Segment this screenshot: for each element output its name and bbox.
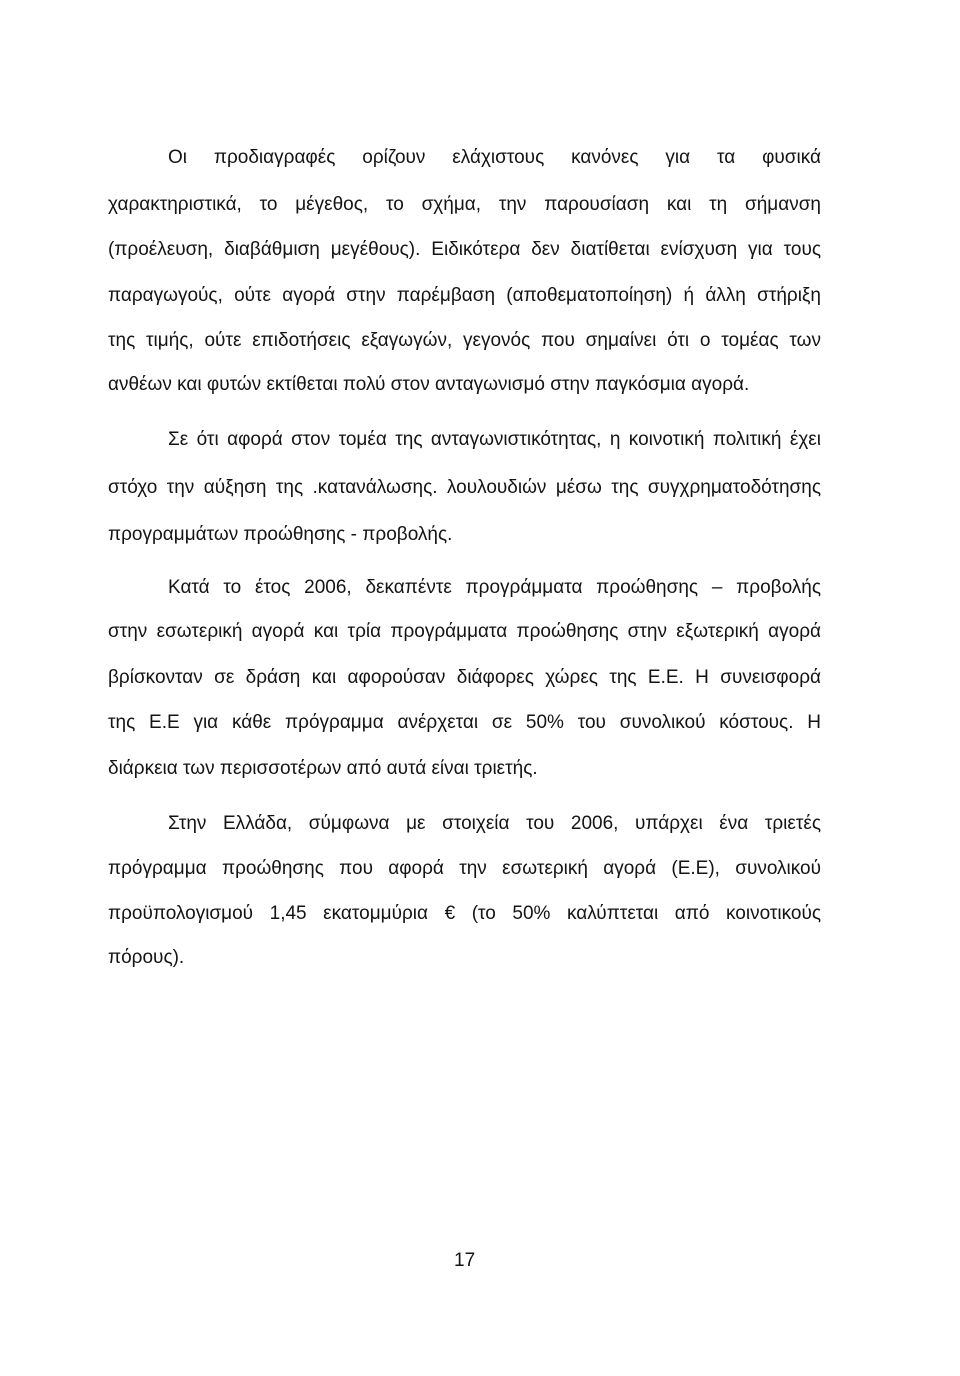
text-line: πόρους). (108, 947, 185, 968)
text-line: χαρακτηριστικά, το μέγεθος, το σχήμα, την παρουσίαση και τη σήμανση (108, 194, 821, 215)
text-line: Οι προδιαγραφές ορίζουν ελάχιστους κανόνες για τα φυσικά (168, 147, 821, 168)
text-line: προϋπολογισμού 1,45 εκατομμύρια € (το 50% καλύπτεται από κοινοτικούς (108, 903, 821, 924)
text-line: (προέλευση, διαβάθμιση μεγέθους). Ειδικότερα δεν διατίθεται ενίσχυση για τους (108, 239, 821, 260)
text-line: Στην Ελλάδα, σύμφωνα με στοιχεία του 2006, υπάρχει ένα τριετές (168, 813, 821, 834)
text-line: ανθέων και φυτών εκτίθεται πολύ στον ανταγωνισμό στην παγκόσμια αγορά. (108, 374, 750, 395)
text-line: προγραμμάτων προώθησης - προβολής. (108, 524, 453, 545)
text-line: στην εσωτερική αγορά και τρία προγράμματα προώθησης στην εξωτερική αγορά (108, 621, 821, 642)
text-line: παραγωγούς, ούτε αγορά στην παρέμβαση (αποθεματοποίηση) ή άλλη στήριξη (108, 285, 821, 306)
text-line: Κατά το έτος 2006, δεκαπέντε προγράμματα προώθησης – προβολής (168, 577, 821, 598)
text-line: βρίσκονταν σε δράση και αφορούσαν διάφορες χώρες της Ε.Ε. Η συνεισφορά (108, 667, 821, 688)
text-line: στόχο την αύξηση της .κατανάλωσης. λουλουδιών μέσω της συγχρηματοδότησης (108, 477, 821, 498)
text-line: πρόγραμμα προώθησης που αφορά την εσωτερική αγορά (Ε.Ε), συνολικού (108, 858, 821, 879)
text-line: της Ε.Ε για κάθε πρόγραμμα ανέρχεται σε 50% του συνολικού κόστους. Η (108, 712, 821, 733)
text-line: της τιμής, ούτε επιδοτήσεις εξαγωγών, γεγονός που σημαίνει ότι ο τομέας των (108, 330, 821, 351)
page-number: 17 (454, 1250, 476, 1271)
text-line: Σε ότι αφορά στον τομέα της ανταγωνιστικότητας, η κοινοτική πολιτική έχει (168, 429, 821, 450)
text-line: διάρκεια των περισσοτέρων από αυτά είναι τριετής. (108, 758, 538, 779)
